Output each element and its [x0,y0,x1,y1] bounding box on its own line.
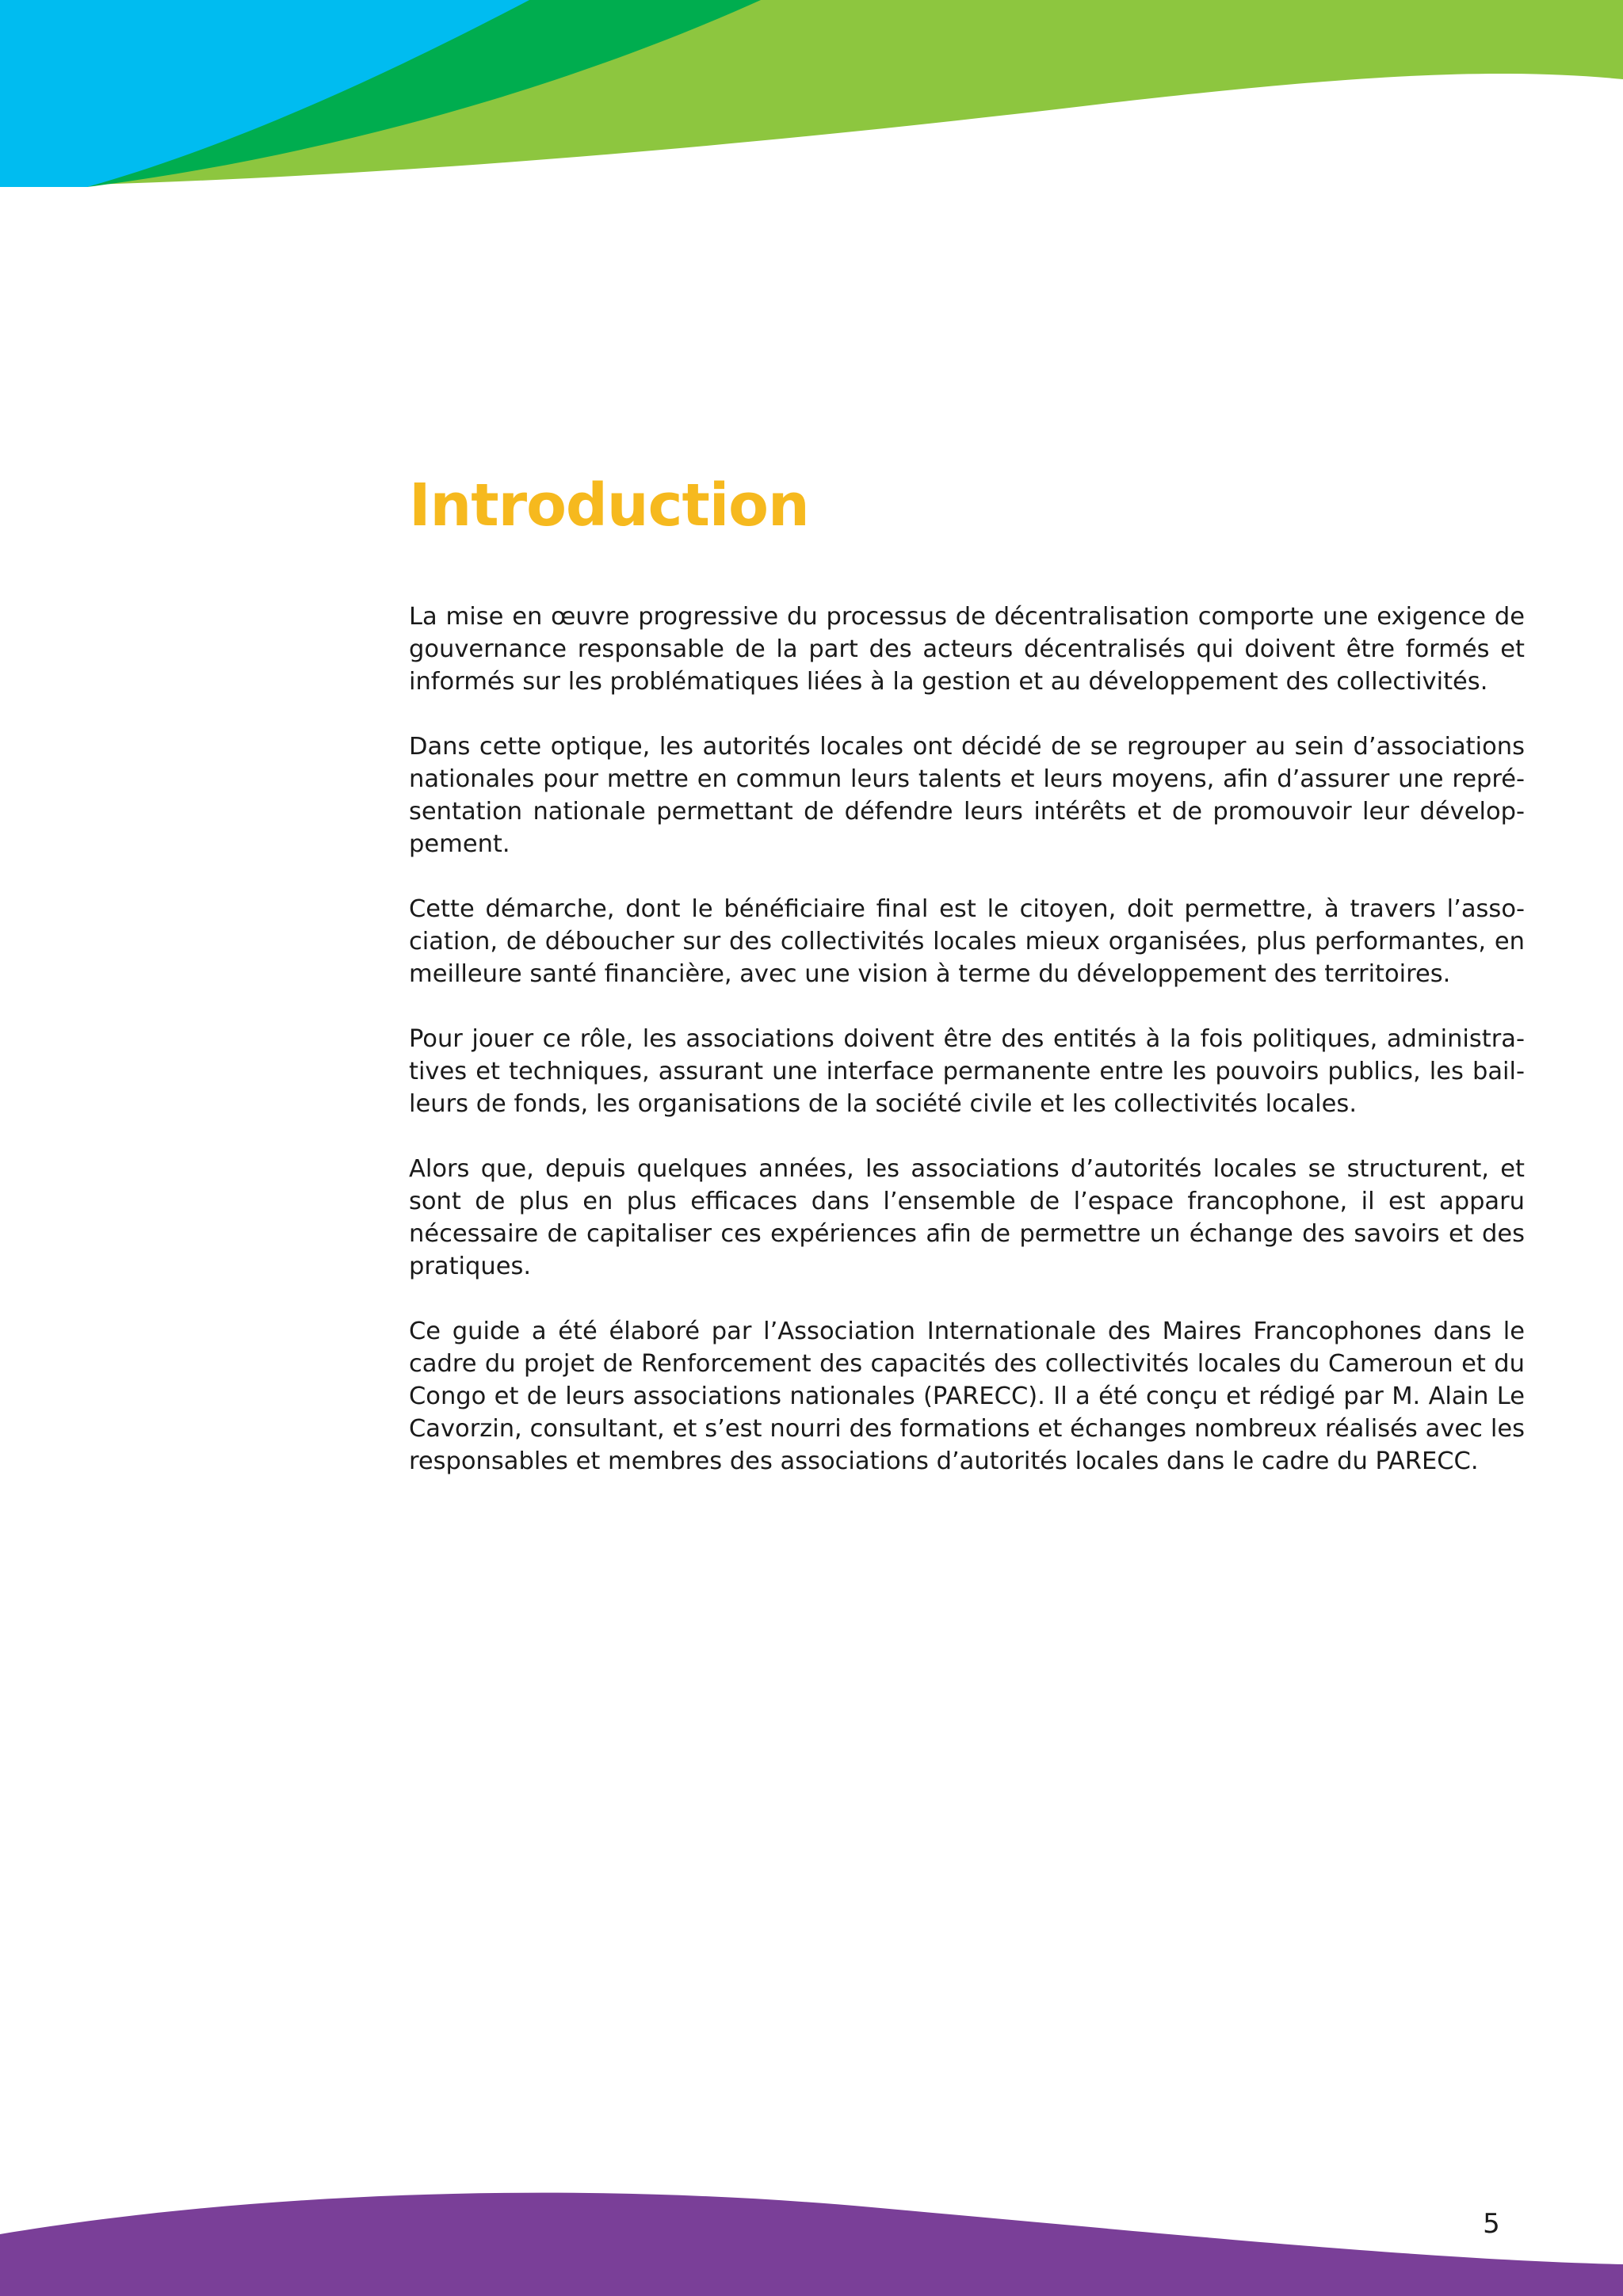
body-text [409,601,1525,1478]
page-number: 5 [1483,2208,1500,2240]
top-wave-decoration [0,0,1623,190]
paragraph: Cette démarche, dont le bénéficiaire final est le citoyen, doit permettre, à travers l’association, de déboucher sur des collectivités locales mieux organisées, plus performantes, en meilleure santé financière, avec une vision à terme du développement des territoires. [409,895,1525,988]
paragraph: Ce guide a été élaboré par l’Association Internationale des Maires Francophones dans le cadre du projet de Renforcement des capacités des collectivités locales du Cameroun et du Congo et de leurs associations nationales (PARECC). Il a été conçu et rédigé par M. Alain Le Cavorzin, consultant, et s’est nourri des formations et échanges nombreux réalisés avec les responsables et membres des associations d’autorités locales dans le cadre du PARECC. [409,1318,1525,1475]
bottom-wave-decoration [0,2171,1623,2296]
paragraph: Dans cette optique, les autorités locales ont décidé de se regrouper au sein d’associations nationales pour mettre en commun leurs talents et leurs moyens, afin d’assurer une représentation nationale permettant de défendre leurs intérêts et de promouvoir leur développement. [409,733,1525,858]
paragraph: Alors que, depuis quelques années, les associations d’autorités locales se structurent, et sont de plus en plus efficaces dans l’ensemble de l’espace francophone, il est apparu nécessaire de capitaliser ces expériences afin de permettre un échange des savoirs et des pratiques. [409,1155,1525,1280]
paragraph: La mise en œuvre progressive du processus de décentralisation comporte une exigence de gouvernance responsable de la part des acteurs décentralisés qui doivent être formés et informés sur les problématiques liées à la gestion et au développement des collectivités. [409,603,1525,696]
page-content [409,467,1525,1510]
purple-wave [0,2193,1623,2296]
page-title: Introduction [409,471,809,540]
paragraph: Pour jouer ce rôle, les associations doivent être des entités à la fois politiques, administratives et techniques, assurant une interface permanente entre les pouvoirs publics, les bailleurs de fonds, les organisations de la société civile et les collectivités locales. [409,1025,1525,1118]
